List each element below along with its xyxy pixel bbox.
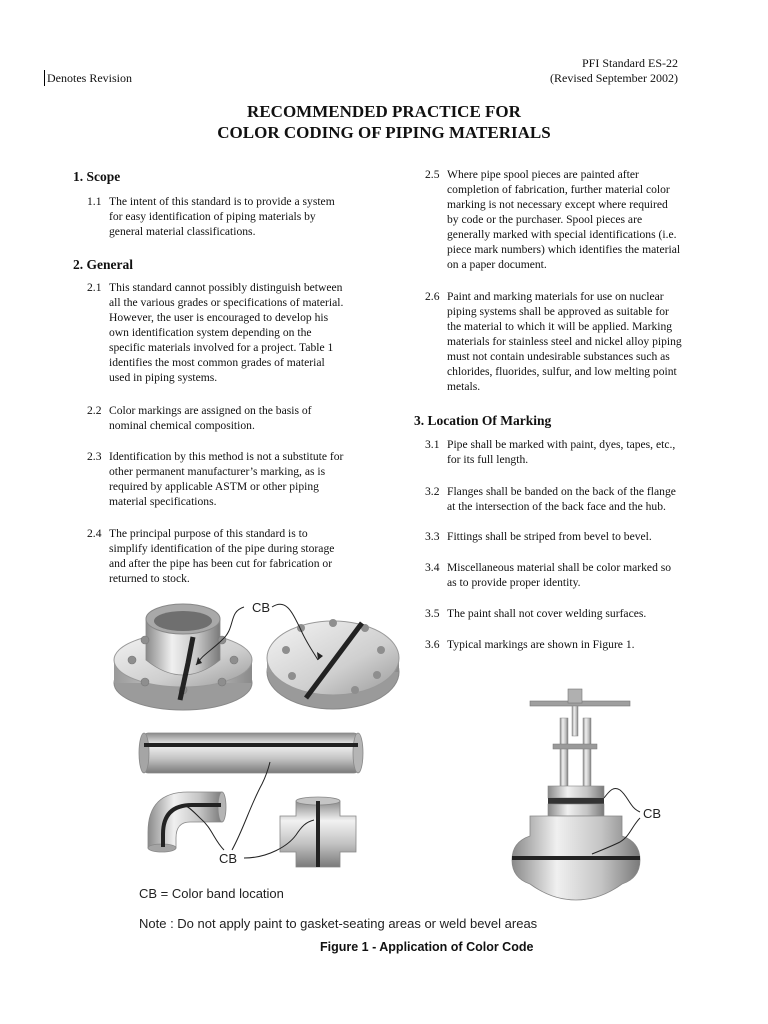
page-title-line2: COLOR CODING OF PIPING MATERIALS — [217, 123, 551, 142]
text-line: for its full length. — [447, 453, 529, 466]
text-line: piping systems shall be approved as suitable for — [447, 305, 669, 318]
paragraph-number: 2.3 — [87, 450, 102, 463]
text-line: Fittings shall be striped from bevel to bevel. — [447, 530, 652, 543]
paragraph-number: 3.5 — [425, 607, 440, 620]
figure-caption: Figure 1 - Application of Color Code — [320, 940, 534, 954]
text-line: The principal purpose of this standard is to — [109, 527, 308, 540]
figure-legend: CB = Color band location — [139, 886, 284, 901]
text-line: chlorides, fluorides, sulfur, and low melting point — [447, 365, 677, 378]
text-line: identifies the most common grades of material — [109, 356, 325, 369]
text-line: completion of fabrication, further material color — [447, 183, 670, 196]
text-line: and after the pipe has been cut for fabrication or — [109, 557, 333, 570]
text-line: metals. — [447, 380, 481, 393]
paragraph-number: 3.3 — [425, 530, 440, 543]
paragraph-number: 2.4 — [87, 527, 102, 540]
text-line: must not contain undesirable substances such as — [447, 350, 670, 363]
paragraph-number: 3.4 — [425, 561, 440, 574]
text-line: Where pipe spool pieces are painted after — [447, 168, 639, 181]
cb-pointer-pipe — [232, 762, 270, 850]
text-line: However, the user is encouraged to develop his — [109, 311, 329, 324]
gate-valve — [512, 689, 640, 900]
text-line: The paint shall not cover welding surfaces. — [447, 607, 647, 620]
paragraph-number: 3.6 — [425, 638, 440, 651]
text-line: used in piping systems. — [109, 371, 218, 384]
text-line: marking is not necessary except where required — [447, 198, 668, 211]
cb-pointer-bonnet — [604, 788, 640, 812]
text-line: on a paper document. — [447, 258, 547, 271]
paragraph-number: 2.1 — [87, 281, 102, 294]
text-line: general material classifications. — [109, 225, 256, 238]
text-line: for easy identification of piping materials by — [109, 210, 316, 223]
text-line: Miscellaneous material shall be color marked so — [447, 561, 672, 574]
text-line: simplify identification of the pipe during storage — [109, 542, 335, 555]
paragraph-number: 1.1 — [87, 195, 102, 208]
text-line: This standard cannot possibly distinguish between — [109, 281, 343, 294]
text-line: nominal chemical composition. — [109, 419, 255, 432]
text-line: The intent of this standard is to provide a system — [109, 195, 335, 208]
text-line: specific materials involved for a project. Table 1 — [109, 341, 334, 354]
revision-note: Denotes Revision — [44, 70, 177, 86]
text-line: returned to stock. — [109, 572, 190, 585]
text-line: at the intersection of the back face and the hub. — [447, 500, 666, 513]
color-band-bonnet — [548, 798, 604, 804]
paragraph-number: 2.2 — [87, 404, 102, 417]
cb-label-valve: CB — [643, 806, 662, 821]
paragraph-number: 2.6 — [425, 290, 440, 303]
text-line: Paint and marking materials for use on nuclear — [447, 290, 664, 303]
blind-flange — [267, 619, 399, 709]
text-line: Identification by this method is not a substitute for — [109, 450, 344, 463]
text-line: the material to which it will be applied. Marking — [447, 320, 673, 333]
pipe-elbow — [148, 792, 226, 852]
text-line: generally marked with special identifications (i.e. — [447, 228, 677, 241]
text-line: material specifications. — [109, 495, 217, 508]
text-line: Typical markings are shown in Figure 1. — [447, 638, 635, 651]
text-line: materials for stainless steel and nickel alloy piping — [447, 335, 682, 348]
text-line: by code or the purchaser. Spool pieces are — [447, 213, 643, 226]
figure-note: Note : Do not apply paint to gasket-seating areas or weld bevel areas — [139, 916, 538, 931]
text-line: own identification system depending on the — [109, 326, 312, 339]
paragraph-number: 3.1 — [425, 438, 440, 451]
paragraph-number: 3.2 — [425, 485, 440, 498]
text-line: required by applicable ASTM or other piping — [109, 480, 319, 493]
text-line: Pipe shall be marked with paint, dyes, tapes, etc., — [447, 438, 676, 451]
text-line: as to provide proper identity. — [447, 576, 581, 589]
section-location-heading: 3. Location Of Marking — [414, 413, 552, 428]
text-line: Color markings are assigned on the basis of — [109, 404, 312, 417]
revision-date: (Revised September 2002) — [550, 71, 678, 85]
straight-pipe — [139, 733, 363, 773]
section-general-heading: 2. General — [73, 257, 133, 272]
cross-fitting — [280, 797, 356, 867]
text-line: all the various grades or specifications of material. — [109, 296, 344, 309]
section-scope-heading: 1. Scope — [73, 169, 121, 184]
page-title-line1: RECOMMENDED PRACTICE FOR — [247, 102, 521, 121]
weld-neck-flange — [114, 604, 252, 710]
cb-label-top: CB — [252, 600, 271, 615]
text-line: Flanges shall be banded on the back of the flange — [447, 485, 676, 498]
cb-label-bottom: CB — [219, 851, 238, 866]
text-line: piece mark numbers) which identifies the material — [447, 243, 681, 256]
text-line: other permanent manufacturer’s marking, as is — [109, 465, 326, 478]
paragraph-number: 2.5 — [425, 168, 440, 181]
standard-number: PFI Standard ES-22 — [582, 56, 678, 70]
